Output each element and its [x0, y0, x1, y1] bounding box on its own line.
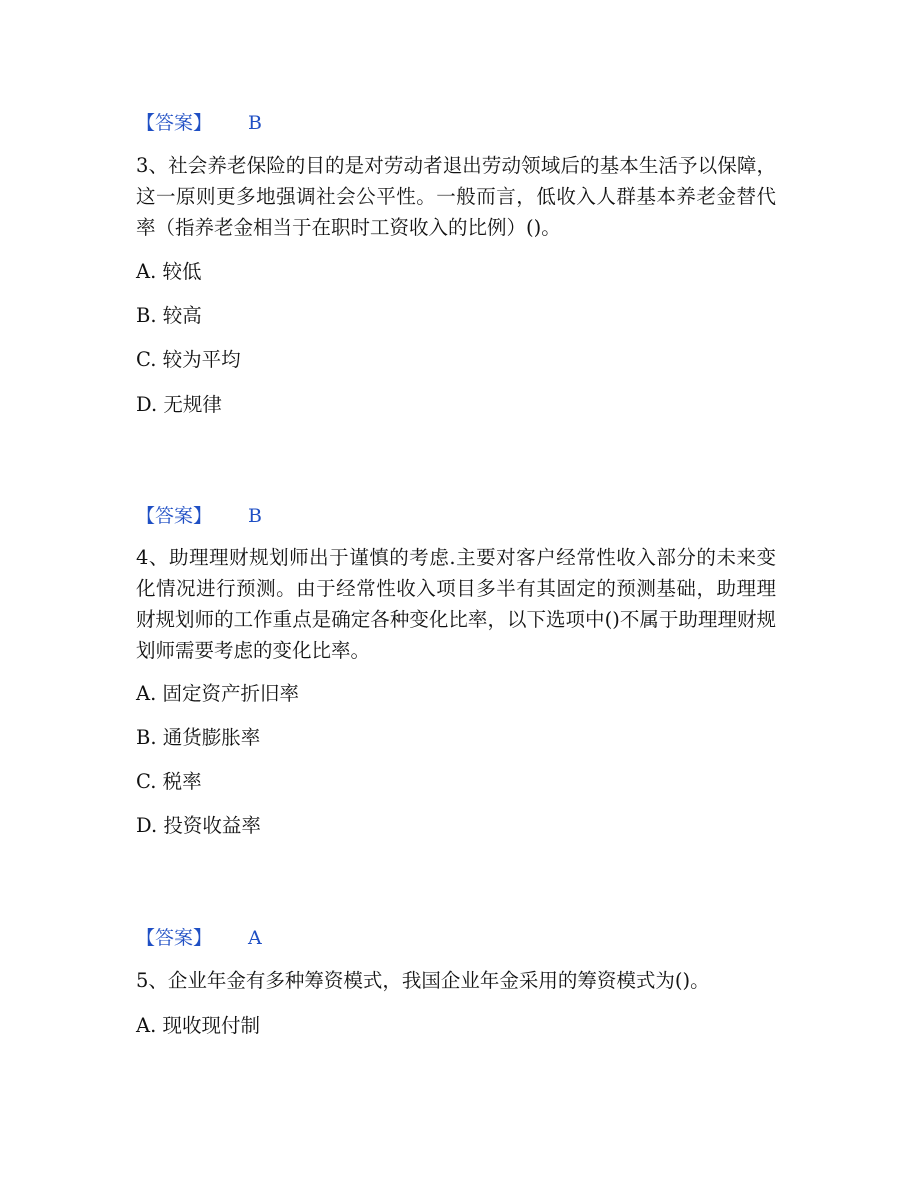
answer-value: B: [248, 505, 262, 527]
answer-label: 【答案】: [136, 927, 213, 949]
question-3-option-c: C. 较为平均: [136, 348, 241, 371]
answer-value: A: [248, 927, 262, 949]
question-3: 3、社会养老保险的目的是对劳动者退出劳动领域后的基本生活予以保障，这一原则更多地强调社会公平性。一般而言，低收入人群基本养老金替代率（指养老金相当于在职时工资收入的比例）()。: [136, 154, 776, 239]
question-4-option-c: C. 税率: [136, 770, 202, 793]
question-4-option-b: B. 通货膨胀率: [136, 726, 261, 749]
answer-label: 【答案】: [136, 505, 213, 527]
answer-label: 【答案】: [136, 112, 213, 134]
question-5-option-a: A. 现收现付制: [136, 1014, 260, 1037]
question-4: 4、助理理财规划师出于谨慎的考虑.主要对客户经常性收入部分的未来变化情况进行预测。由于经常性收入项目多半有其固定的预测基础，助理理财规划师的工作重点是确定各种变化比率，以下选项中()不属于助理理财规划师需要考虑的变化比率。: [136, 546, 776, 662]
question-5: 5、企业年金有多种筹资模式，我国企业年金采用的筹资模式为()。: [136, 969, 710, 992]
answer-line-2: [136, 504, 262, 528]
question-3-option-a: A. 较低: [136, 260, 202, 283]
question-3-option-b: B. 较高: [136, 304, 202, 327]
answer-line-1: [136, 111, 262, 135]
answer-line-3: [136, 926, 262, 950]
answer-value: B: [248, 112, 262, 134]
question-4-option-d: D. 投资收益率: [136, 814, 261, 837]
question-4-option-a: A. 固定资产折旧率: [136, 682, 299, 705]
question-3-option-d: D. 无规律: [136, 393, 222, 416]
